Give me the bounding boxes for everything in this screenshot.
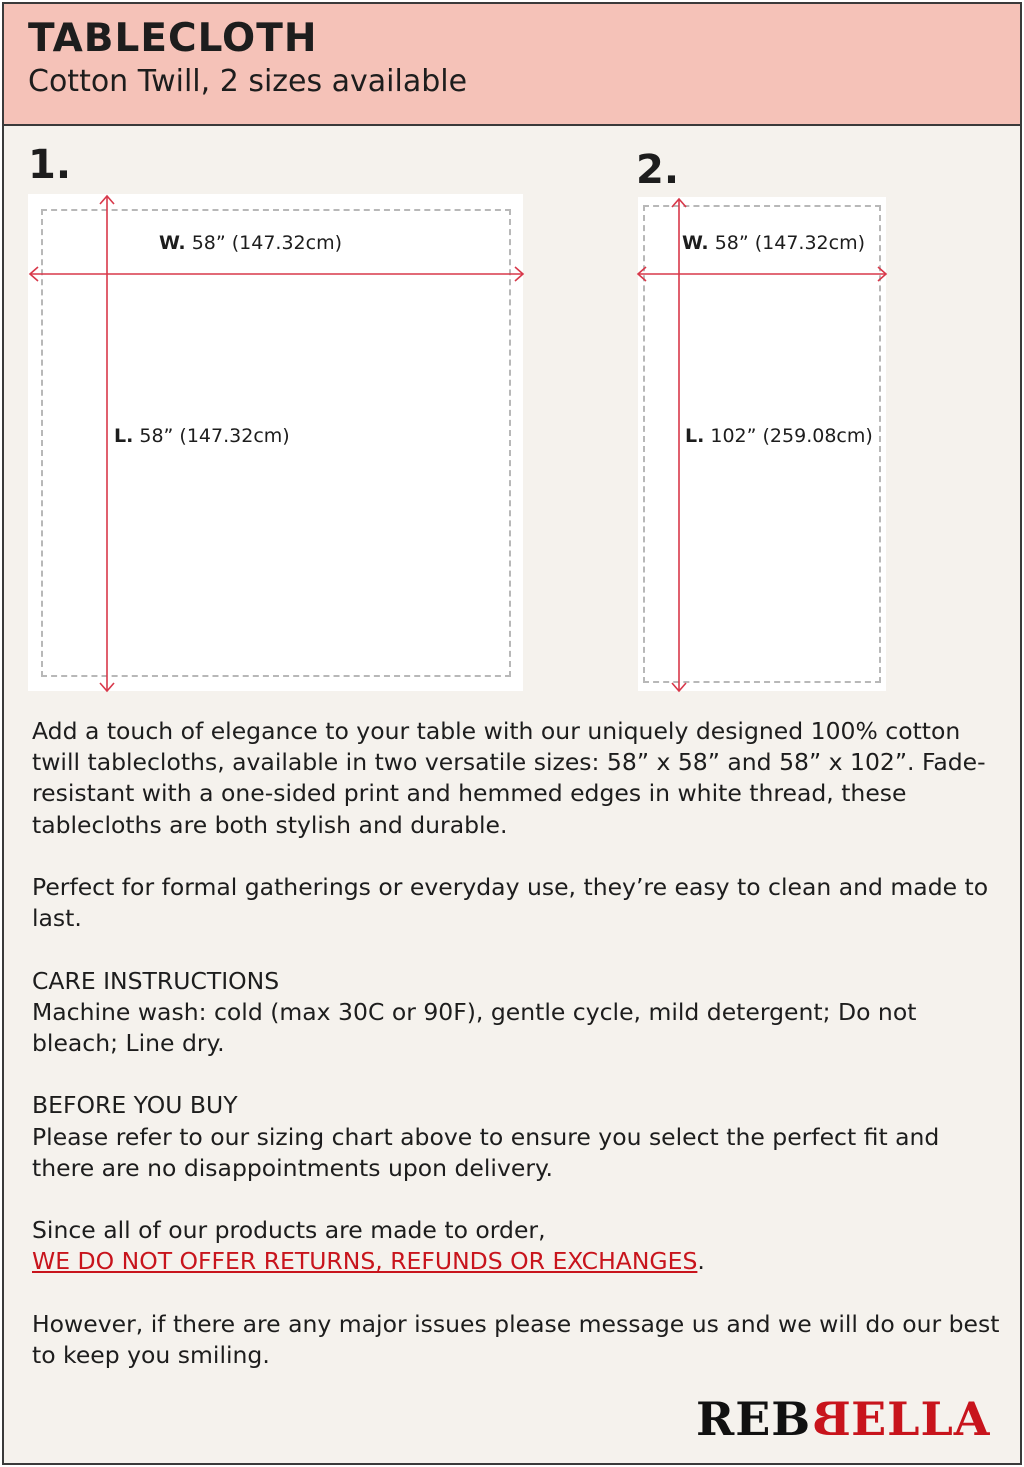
page-title: TABLECLOTH [28,16,318,61]
returns-notice [32,1215,1007,1277]
size-2-number: 2. [636,147,680,193]
size-1-diagram [28,194,523,691]
description-paragraph-1: Add a touch of elegance to your table with our uniquely designed 100% cotton twill tablecloths, available in two versatile sizes: 58” x 58” and 58” x 102”. Fade-resistant with a one-sided print and hemmed edges in white thread, these tablecloths are both stylish and durable. [32,717,986,839]
size-2-width-label: W. 58” (147.32cm) [682,232,866,254]
returns-warning: WE DO NOT OFFER RETURNS, REFUNDS OR EXCHANGES [32,1247,698,1276]
description-text [32,716,1007,1402]
returns-intro: Since all of our products are made to order, [32,1216,546,1245]
brand-logo-part-3: ELLA [851,1392,991,1446]
size-1-length-label: L. 58” (147.32cm) [114,425,290,447]
care-heading: CARE INSTRUCTIONS [32,966,280,995]
brand-logo-part-1: REB [696,1392,812,1446]
product-sheet [2,2,1022,1465]
header-banner [4,4,1020,126]
before-buy-text: Please refer to our sizing chart above to ensure you select the perfect fit and there are no disappointments upon delivery. [32,1122,940,1182]
before-buy-heading: BEFORE YOU BUY [32,1091,238,1120]
returns-warning-end: . [697,1247,705,1276]
care-text: Machine wash: cold (max 30C or 90F), gentle cycle, mild detergent; Do not bleach; Line dry. [32,997,917,1057]
size-2-diagram [638,197,886,691]
size-1-number: 1. [28,142,72,188]
page-subtitle: Cotton Twill, 2 sizes available [28,64,468,99]
brand-logo [696,1392,991,1446]
closing-text: However, if there are any major issues please message us and we will do our best to keep you smiling. [32,1309,1000,1369]
size-1-width-label: W. 58” (147.32cm) [159,232,343,254]
description-paragraph-2: Perfect for formal gatherings or everyday use, they’re easy to clean and made to last. [32,873,989,933]
size-2-length-label: L. 102” (259.08cm) [685,425,873,447]
brand-logo-part-2: B [811,1392,852,1446]
